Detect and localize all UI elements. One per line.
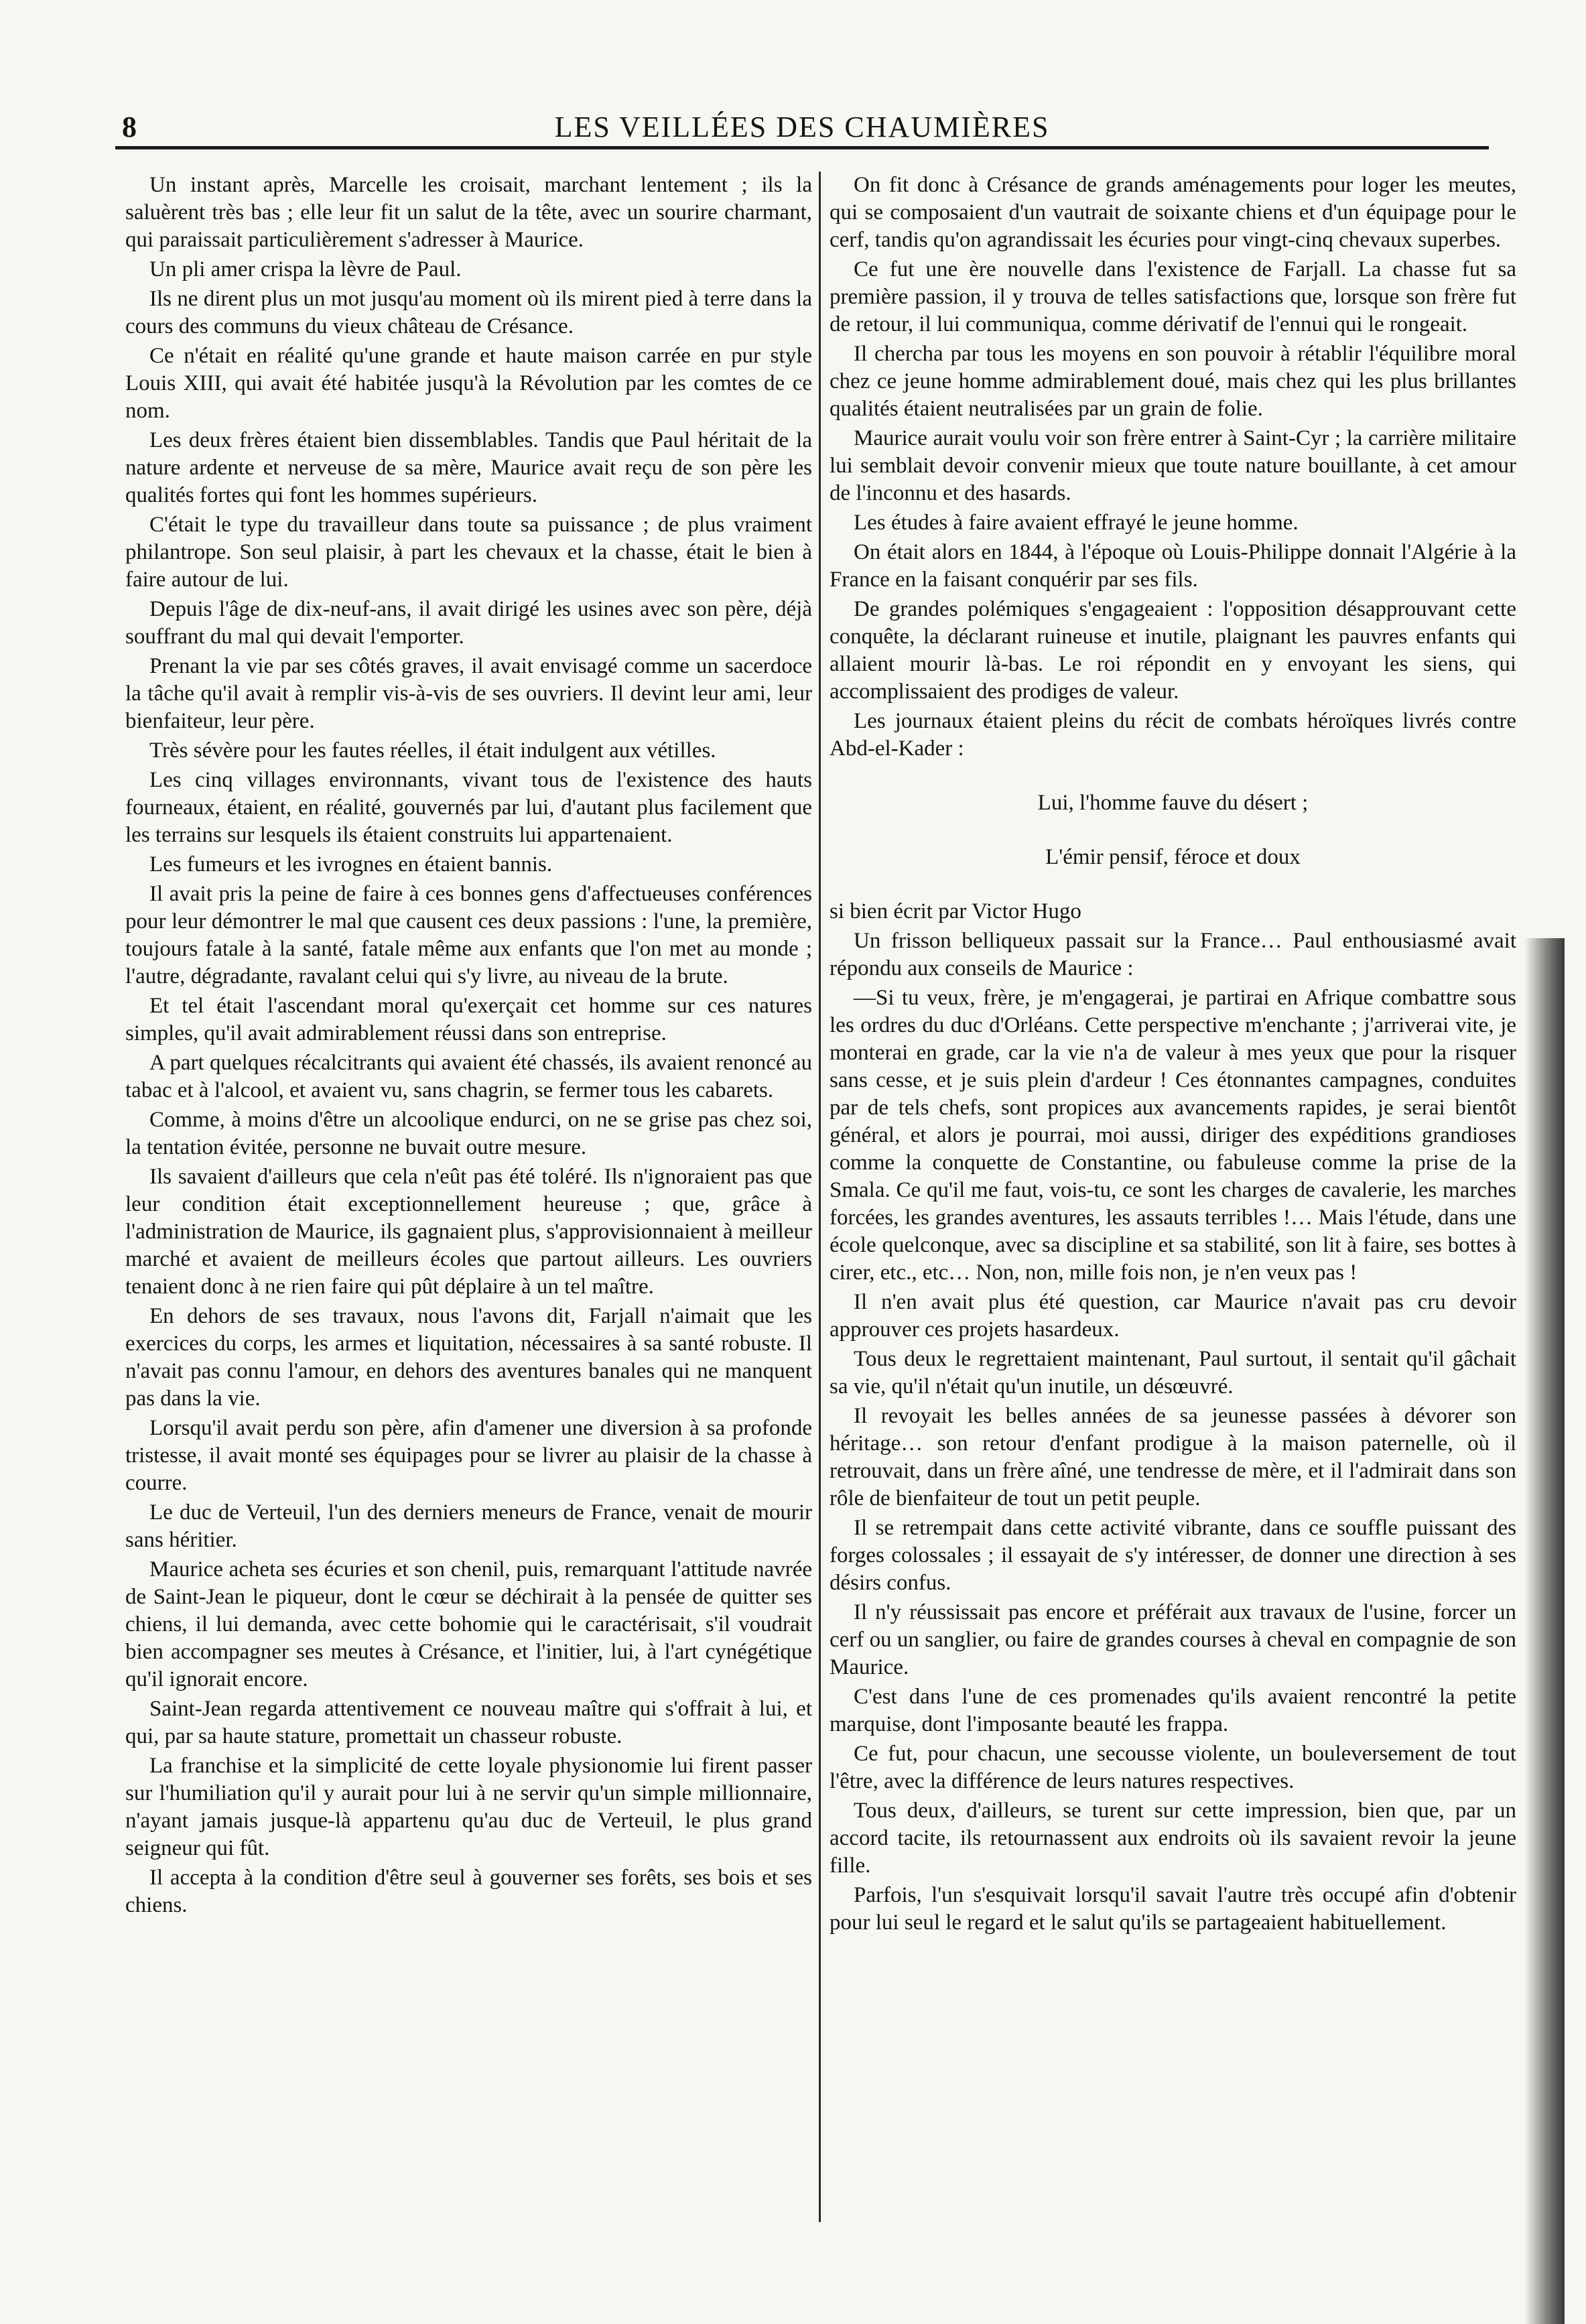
paragraph: Il n'y réussissait pas encore et préférait aux travaux de l'usine, forcer un cerf ou un sanglier, ou faire de grandes courses à cheval en compagnie de son Maurice. xyxy=(830,1600,1516,1679)
paragraph: —Si tu veux, frère, je m'engagerai, je partirai en Afrique combattre sous les ordres du duc d'Orléans. Cette perspective m'enchante ; j'arriverai vite, je monterai en grade, car la vie n'a de valeur à mes yeux que pour la risquer sans cesse, et je suis plein d'ardeur ! Ces étonnantes campagnes, conduites par de tels chefs, sont propices aux avancements rapides, je serai bientôt général, et alors je pourrai, moi aussi, diriger des expéditions grandioses comme la conquette de Constantine, ou fabuleuse comme la prise de la Smala. Ce qu'il me faut, vois-tu, ce sont les charges de cavalerie, les marches forcées, les grandes aventures, les assauts terribles !… Mais l'étude, dans une école quelconque, avec sa discipline et sa stabilité, son lit à faire, ses bottes à cirer, etc., etc… Non, non, mille fois non, je n'en veux pas ! xyxy=(830,986,1516,1285)
paragraph: C'est dans l'une de ces promenades qu'ils avaient rencontré la petite marquise, dont l'imposante beauté les frappa. xyxy=(830,1685,1516,1736)
paragraph: Les journaux étaient pleins du récit de combats héroïques livrés contre Abd-el-Kader : xyxy=(830,709,1516,761)
paragraph: Tous deux, d'ailleurs, se turent sur cette impression, bien que, par un accord tacite, ils retournassent aux endroits où ils savaient revoir la jeune fille. xyxy=(830,1799,1516,1878)
paragraph: Il n'en avait plus été question, car Maurice n'avait pas cru devoir approuver ces projets hasardeux. xyxy=(830,1290,1516,1342)
paragraph: Il chercha par tous les moyens en son pouvoir à rétablir l'équilibre moral chez ce jeune homme admirablement doué, mais chez qui les plus brillantes qualités étaient neutralisées par un grain de folie. xyxy=(830,342,1516,421)
left-column xyxy=(125,172,812,2222)
page-edge-shadow xyxy=(1524,938,1565,2324)
paragraph: Tous deux le regrettaient maintenant, Paul surtout, il sentait qu'il gâchait sa vie, qu'il n'était qu'un inutile, un désœuvré. xyxy=(830,1347,1516,1399)
paragraph: C'était le type du travailleur dans toute sa puissance ; de plus vraiment philantrope. Son seul plaisir, à part les chevaux et la chasse, était le bien à faire autour de lui. xyxy=(125,513,812,592)
paragraph: Ils ne dirent plus un mot jusqu'au moment où ils mirent pied à terre dans la cours des communs du vieux château de Crésance. xyxy=(125,287,812,338)
paragraph: En dehors de ses travaux, nous l'avons dit, Farjall n'aimait que les exercices du corps, les armes et liquitation, nécessaires à sa santé robuste. Il n'avait pas connu l'amour, en dehors des aventures banales qui ne manquent pas dans la vie. xyxy=(125,1304,812,1411)
header-rule xyxy=(115,146,1489,149)
page-header xyxy=(115,107,1489,147)
paragraph: Il avait pris la peine de faire à ces bonnes gens d'affectueuses conférences pour leur démontrer le mal que causent ces deux passions : l'une, la première, toujours fatale à la santé, fatale même aux enfants que l'on met au monde ; l'autre, dégradante, ravalant celui qui s'y livre, au niveau de la brute. xyxy=(125,882,812,988)
verse-line: L'émir pensif, féroce et doux xyxy=(1045,845,1301,869)
page-number: 8 xyxy=(122,111,137,143)
paragraph: Saint-Jean regarda attentivement ce nouveau maître qui s'offrait à lui, et qui, par sa haute stature, promettait un chasseur robuste. xyxy=(125,1697,812,1748)
paragraph: Un instant après, Marcelle les croisait, marchant lentement ; ils la saluèrent très bas ; elle leur fit un salut de la tête, avec un sourire charmant, qui paraissait particulièrement s'adresser à Maurice. xyxy=(125,173,812,252)
column-divider xyxy=(819,172,821,2222)
paragraph: On était alors en 1844, à l'époque où Louis-Philippe donnait l'Algérie à la France en la faisant conquérir par ses fils. xyxy=(830,540,1516,592)
paragraph: si bien écrit par Victor Hugo xyxy=(830,899,1081,923)
paragraph: Depuis l'âge de dix-neuf-ans, il avait dirigé les usines avec son père, déjà souffrant du mal qui devait l'emporter. xyxy=(125,597,812,649)
paragraph: Ce n'était en réalité qu'une grande et haute maison carrée en pur style Louis XIII, qui avait été habitée jusqu'à la Révolution par les comtes de ce nom. xyxy=(125,344,812,423)
paragraph: Maurice acheta ses écuries et son chenil, puis, remarquant l'attitude navrée de Saint-Jean le piqueur, dont le cœur se déchirait à la pensée de quitter ses chiens, il lui demanda, avec cette bohomie qui le caractérisait, s'il voudrait bien accompagner ses meutes à Crésance, et l'initier, lui, à l'art cynégétique qu'il ignorait encore. xyxy=(125,1557,812,1691)
paragraph: Le duc de Verteuil, l'un des derniers meneurs de France, venait de mourir sans héritier. xyxy=(125,1500,812,1552)
paragraph: On fit donc à Crésance de grands aménagements pour loger les meutes, qui se composaient d'un vautrait de soixante chiens et d'un équipage pour le cerf, tandis qu'on agrandissait les écuries pour vingt-cinq chevaux superbes. xyxy=(830,173,1516,252)
paragraph: Lorsqu'il avait perdu son père, afin d'amener une diversion à sa profonde tristesse, il avait monté ses équipages pour se livrer au plaisir de la chasse à courre. xyxy=(125,1416,812,1495)
paragraph: Un frisson belliqueux passait sur la France… Paul enthousiasmé avait répondu aux conseils de Maurice : xyxy=(830,929,1516,980)
paragraph: A part quelques récalcitrants qui avaient été chassés, ils avaient renoncé au tabac et à l'alcool, et avaient vu, sans chagrin, se fermer tous les cabarets. xyxy=(125,1051,812,1102)
paragraph: Il accepta à la condition d'être seul à gouverner ses forêts, ses bois et ses chiens. xyxy=(125,1866,812,1917)
paragraph: Ils savaient d'ailleurs que cela n'eût pas été toléré. Ils n'ignoraient pas que leur condition était exceptionnellement heureuse ; que, grâce à l'administration de Maurice, ils gagnaient plus, s'approvisionnaient à meilleur marché et avaient de meilleurs écoles que partout ailleurs. Les ouvriers tenaient donc à ne rien faire qui pût déplaire à un tel maître. xyxy=(125,1165,812,1299)
paragraph: Il revoyait les belles années de sa jeunesse passées à dévorer son héritage… son retour d'enfant prodigue à la maison paternelle, où il retrouvait, dans un frère aîné, une tendresse de mère, et il l'admirait dans son rôle de bienfaiteur de tout un petit peuple. xyxy=(830,1404,1516,1510)
paragraph: Très sévère pour les fautes réelles, il était indulgent aux vétilles. xyxy=(149,738,716,763)
right-column xyxy=(830,172,1516,2222)
paragraph: Il se retrempait dans cette activité vibrante, dans ce souffle puissant des forges colossales ; il essayait de s'y intéresser, de donner une direction à ses désirs confus. xyxy=(830,1516,1516,1595)
paragraph: De grandes polémiques s'engageaient : l'opposition désapprouvant cette conquête, la déclarant ruineuse et inutile, plaignant les pauvres enfants qui allaient mourir là-bas. Le roi répondit en y envoyant les siens, qui accomplissaient des prodiges de valeur. xyxy=(830,597,1516,704)
paragraph: Ce fut une ère nouvelle dans l'existence de Farjall. La chasse fut sa première passion, il y trouva de telles satisfactions que, lorsque son frère fut de retour, il lui communiqua, comme dérivatif de l'ennui qui le rongeait. xyxy=(830,257,1516,336)
paragraph: Les deux frères étaient bien dissemblables. Tandis que Paul héritait de la nature ardente et nerveuse de sa mère, Maurice avait reçu de son père les qualités fortes qui font les hommes supérieurs. xyxy=(125,428,812,507)
paragraph: Et tel était l'ascendant moral qu'exerçait cet homme sur ces natures simples, qu'il avait admirablement réussi dans son entreprise. xyxy=(125,994,812,1045)
paragraph: La franchise et la simplicité de cette loyale physionomie lui firent passer sur l'humiliation qu'il y aurait pour lui à ne servir qu'un simple millionnaire, n'ayant jamais jusque-là appartenu qu'au duc de Verteuil, le plus grand seigneur qui fût. xyxy=(125,1754,812,1860)
paragraph: Les études à faire avaient effrayé le jeune homme. xyxy=(854,511,1299,535)
paragraph: Les cinq villages environnants, vivant tous de l'existence des hauts fourneaux, étaient, en réalité, gouvernés par lui, d'autant plus facilement que les terrains sur lesquels ils étaient construits lui appartenaient. xyxy=(125,768,812,847)
paragraph: Parfois, l'un s'esquivait lorsqu'il savait l'autre très occupé afin d'obtenir pour lui seul le regard et le salut qu'ils se partageaient habituellement. xyxy=(830,1883,1516,1935)
paragraph: Prenant la vie par ses côtés graves, il avait envisagé comme un sacerdoce la tâche qu'il avait à remplir vis-à-vis de ses ouvriers. Il devint leur ami, leur bienfaiteur, leur père. xyxy=(125,654,812,733)
paragraph: Un pli amer crispa la lèvre de Paul. xyxy=(149,257,462,281)
paragraph: Maurice aurait voulu voir son frère entrer à Saint-Cyr ; la carrière militaire lui semblait devoir convenir mieux que toute nature bouillante, à cet amour de l'inconnu et des hasards. xyxy=(830,426,1516,505)
running-title: LES VEILLÉES DES CHAUMIÈRES xyxy=(554,111,1050,143)
paragraph: Les fumeurs et les ivrognes en étaient bannis. xyxy=(149,852,553,877)
paragraph: Ce fut, pour chacun, une secousse violente, un bouleversement de tout l'être, avec la différence de leurs natures respectives. xyxy=(830,1742,1516,1793)
verse-line: Lui, l'homme fauve du désert ; xyxy=(1037,791,1309,815)
paragraph: Comme, à moins d'être un alcoolique endurci, on ne se grise pas chez soi, la tentation évitée, personne ne buvait outre mesure. xyxy=(125,1108,812,1159)
